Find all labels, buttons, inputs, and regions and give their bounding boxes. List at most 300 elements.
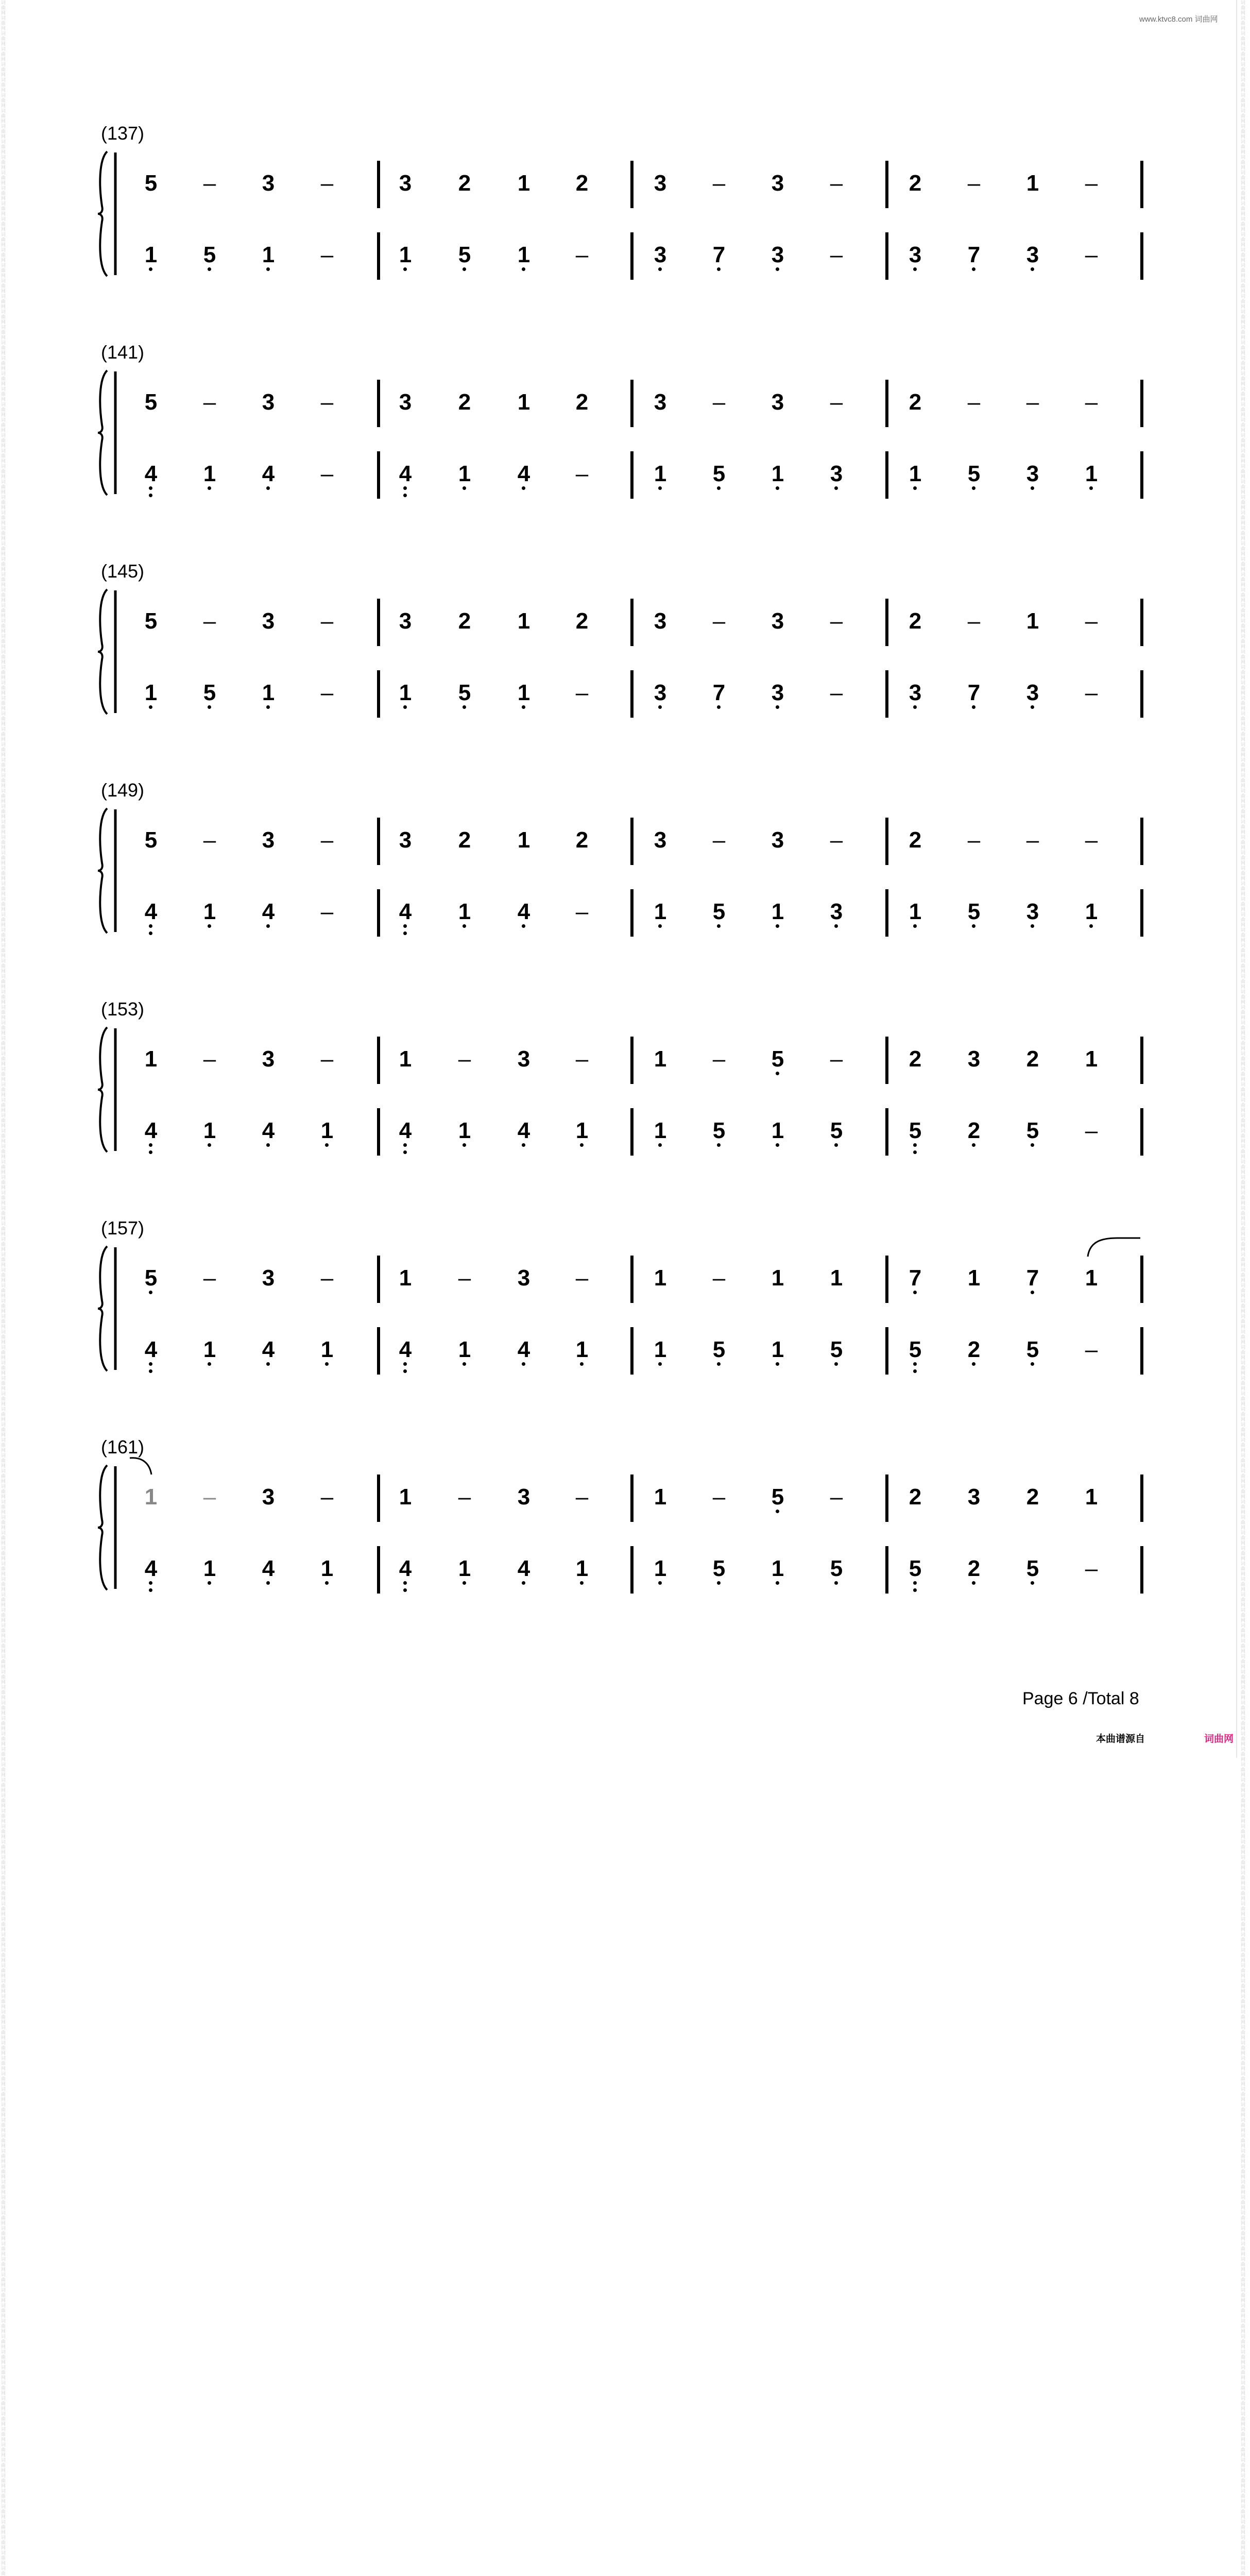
score-system	[0, 1436, 1250, 1655]
note-glyph: –	[1085, 242, 1098, 267]
lower-octave-dots	[208, 1143, 211, 1150]
note-7	[958, 244, 989, 266]
lower-octave-dots	[208, 1581, 211, 1588]
note-glyph: 1	[576, 1338, 588, 1361]
note-glyph: –	[830, 1484, 843, 1510]
note-1	[449, 1120, 480, 1142]
note-glyph: 1	[576, 1557, 588, 1580]
octave-dot	[325, 1581, 329, 1585]
octave-dot	[913, 1362, 917, 1366]
lower-octave-dots	[522, 1143, 525, 1150]
bar-line	[1140, 380, 1143, 427]
lower-octave-dots	[717, 705, 721, 713]
note-glyph: –	[458, 1046, 471, 1072]
lower-octave-dots	[463, 1581, 466, 1588]
octave-dot	[658, 267, 662, 271]
score-system	[0, 342, 1250, 560]
note-5	[449, 682, 480, 704]
octave-dot	[834, 1581, 838, 1585]
note-2	[958, 1557, 989, 1580]
lower-octave-dots	[913, 924, 917, 931]
lower-octave-dots	[149, 924, 152, 939]
note-1	[1017, 610, 1048, 633]
note-1	[1076, 1048, 1107, 1071]
note-glyph: 5	[144, 827, 158, 853]
note-glyph: –	[830, 1046, 843, 1072]
lower-octave-dots	[403, 486, 407, 501]
note-3	[390, 829, 421, 852]
note-glyph: 1	[399, 1265, 412, 1291]
lower-octave-dots	[149, 1291, 152, 1298]
lower-octave-dots	[776, 924, 779, 931]
note-glyph: 7	[968, 682, 980, 704]
sustain-dash	[312, 829, 343, 852]
note-glyph: 2	[968, 1338, 980, 1361]
octave-dot	[834, 1362, 838, 1366]
bar-line	[885, 670, 888, 718]
lower-octave-dots	[1031, 1362, 1034, 1369]
note-1	[1017, 172, 1048, 195]
note-glyph: 4	[399, 901, 412, 923]
sustain-dash	[312, 610, 343, 633]
note-2	[449, 829, 480, 852]
lower-octave-dots	[1031, 924, 1034, 931]
lower-octave-dots	[522, 486, 525, 494]
sustain-dash	[1076, 829, 1107, 852]
note-glyph: 5	[968, 901, 980, 923]
note-glyph: 1	[203, 1338, 216, 1361]
note-2	[900, 829, 931, 852]
bar-line	[377, 232, 380, 280]
note-glyph: 1	[203, 901, 216, 923]
note-4	[390, 1557, 421, 1580]
octave-dot	[776, 1143, 779, 1147]
octave-dot	[913, 1581, 917, 1585]
sustain-dash	[194, 610, 225, 633]
note-glyph: 1	[1026, 171, 1039, 196]
octave-dot	[403, 705, 407, 709]
note-glyph: 2	[575, 608, 589, 634]
note-glyph: –	[712, 389, 726, 415]
note-1	[762, 901, 793, 923]
lower-octave-dots	[972, 486, 975, 494]
sustain-dash	[1076, 1120, 1107, 1142]
note-1	[449, 463, 480, 485]
sustain-dash	[821, 391, 852, 414]
octave-dot	[913, 1291, 917, 1294]
note-glyph: 3	[517, 1046, 530, 1072]
sustain-dash	[312, 391, 343, 414]
note-3	[253, 391, 284, 414]
note-glyph: 1	[576, 1120, 588, 1142]
octave-dot	[658, 705, 662, 709]
note-glyph: 4	[145, 1338, 157, 1361]
bar-line	[885, 599, 888, 646]
lower-octave-dots	[1089, 486, 1093, 494]
octave-dot	[463, 924, 466, 928]
octave-dot	[972, 1581, 975, 1585]
note-glyph: 4	[518, 901, 530, 923]
note-glyph: 3	[517, 1484, 530, 1510]
note-glyph: –	[320, 461, 334, 486]
note-3	[645, 244, 676, 266]
octave-dot	[658, 924, 662, 928]
note-glyph: 3	[909, 244, 921, 266]
lower-octave-dots	[266, 486, 270, 494]
bar-line	[377, 1546, 380, 1594]
note-4	[253, 1557, 284, 1580]
note-5	[1017, 1120, 1048, 1142]
note-glyph: 5	[830, 1557, 843, 1580]
note-glyph: –	[1085, 1337, 1098, 1362]
source-label: 本曲谱源自	[1096, 1734, 1145, 1744]
note-glyph: 3	[399, 389, 412, 415]
note-glyph: –	[1026, 389, 1039, 415]
note-2	[958, 1338, 989, 1361]
note-1	[762, 463, 793, 485]
note-glyph: 4	[518, 1338, 530, 1361]
note-glyph: 1	[262, 244, 275, 266]
octave-dot	[149, 1588, 152, 1592]
note-glyph: 1	[458, 463, 471, 485]
note-glyph: 2	[458, 827, 471, 853]
octave-dot	[266, 486, 270, 490]
note-glyph: –	[967, 608, 981, 634]
note-glyph: 4	[145, 463, 157, 485]
sustain-dash	[821, 244, 852, 266]
note-glyph: –	[203, 608, 216, 634]
measure-number: (149)	[101, 779, 145, 801]
octave-dot	[149, 267, 152, 271]
lower-octave-dots	[522, 705, 525, 713]
octave-dot	[717, 924, 721, 928]
lower-octave-dots	[776, 705, 779, 713]
note-3	[508, 1486, 539, 1509]
octave-dot	[522, 1362, 525, 1366]
note-glyph: 1	[1085, 463, 1098, 485]
octave-dot	[208, 1362, 211, 1366]
octave-dot	[522, 1581, 525, 1585]
octave-dot	[776, 267, 779, 271]
sustain-dash	[567, 1267, 597, 1290]
note-glyph: –	[320, 899, 334, 924]
note-3	[821, 901, 852, 923]
octave-dot	[463, 1581, 466, 1585]
note-glyph: 2	[909, 1484, 922, 1510]
note-glyph: –	[967, 827, 981, 853]
note-glyph: 1	[145, 244, 157, 266]
lower-octave-dots	[1031, 1581, 1034, 1588]
sustain-dash	[194, 391, 225, 414]
note-1	[762, 1338, 793, 1361]
octave-dot	[403, 931, 407, 935]
note-3	[1017, 244, 1048, 266]
note-5	[1017, 1557, 1048, 1580]
lower-octave-dots	[1031, 705, 1034, 713]
octave-dot	[266, 267, 270, 271]
octave-dot	[972, 486, 975, 490]
tie-arc-end	[129, 1455, 160, 1481]
note-5	[900, 1338, 931, 1361]
note-1	[194, 1120, 225, 1142]
lower-octave-dots	[1031, 267, 1034, 275]
bar-line	[630, 1037, 633, 1084]
bar-line	[630, 1475, 633, 1522]
note-glyph: 1	[144, 1484, 158, 1510]
octave-dot	[1031, 1143, 1034, 1147]
octave-dot	[913, 1369, 917, 1373]
note-glyph: 1	[1085, 901, 1098, 923]
octave-dot	[834, 924, 838, 928]
note-glyph: 3	[1026, 901, 1039, 923]
lower-octave-dots	[776, 1362, 779, 1369]
note-5	[135, 1267, 166, 1290]
note-glyph: 1	[517, 827, 530, 853]
note-glyph: 3	[909, 682, 921, 704]
lower-octave-dots	[208, 705, 211, 713]
lower-octave-dots	[658, 1143, 662, 1150]
note-5	[821, 1557, 852, 1580]
note-glyph: 3	[262, 171, 275, 196]
note-3	[253, 1048, 284, 1071]
note-5	[762, 1048, 793, 1071]
note-glyph: 2	[909, 389, 922, 415]
measure-number: (145)	[101, 561, 145, 582]
lower-octave-dots	[325, 1581, 329, 1588]
note-4	[390, 463, 421, 485]
system-brace	[97, 806, 117, 935]
note-glyph: 1	[145, 682, 157, 704]
note-1	[135, 244, 166, 266]
note-glyph: 5	[713, 463, 725, 485]
note-glyph: 1	[458, 1338, 471, 1361]
bar-line	[1140, 1475, 1143, 1522]
score-system	[0, 1217, 1250, 1436]
note-4	[508, 1338, 539, 1361]
bar-line	[885, 1256, 888, 1303]
bar-line	[377, 1037, 380, 1084]
bar-line	[377, 1256, 380, 1303]
octave-dot	[522, 267, 525, 271]
note-glyph: –	[830, 608, 843, 634]
note-5	[135, 172, 166, 195]
note-3	[762, 172, 793, 195]
octave-dot	[658, 1581, 662, 1585]
octave-dot	[913, 267, 917, 271]
note-1	[508, 610, 539, 633]
note-glyph: –	[575, 899, 589, 924]
note-glyph: –	[320, 171, 334, 196]
note-glyph: 7	[713, 682, 725, 704]
sustain-dash	[449, 1267, 480, 1290]
note-1	[900, 901, 931, 923]
note-glyph: 1	[262, 682, 275, 704]
note-glyph: –	[712, 1484, 726, 1510]
sustain-dash	[958, 829, 989, 852]
note-glyph: 1	[1085, 1265, 1098, 1291]
note-5	[821, 1338, 852, 1361]
sustain-dash	[704, 829, 734, 852]
lower-octave-dots	[834, 486, 838, 494]
note-2	[567, 391, 597, 414]
sustain-dash	[1076, 610, 1107, 633]
octave-dot	[1031, 1581, 1034, 1585]
note-glyph: 5	[1026, 1557, 1039, 1580]
note-glyph: –	[203, 389, 216, 415]
note-glyph: 1	[830, 1265, 843, 1291]
note-5	[135, 829, 166, 852]
lower-octave-dots	[463, 1143, 466, 1150]
note-4	[253, 463, 284, 485]
note-glyph: –	[830, 389, 843, 415]
note-3	[645, 391, 676, 414]
note-glyph: –	[458, 1265, 471, 1291]
note-5	[704, 463, 734, 485]
note-1	[312, 1120, 343, 1142]
note-glyph: 5	[1026, 1120, 1039, 1142]
octave-dot	[834, 1143, 838, 1147]
lower-octave-dots	[717, 1581, 721, 1588]
lower-octave-dots	[1031, 1143, 1034, 1150]
note-3	[645, 829, 676, 852]
sustain-dash	[1076, 172, 1107, 195]
octave-dot	[1031, 705, 1034, 709]
note-3	[508, 1267, 539, 1290]
system-brace	[97, 1244, 117, 1373]
sustain-dash	[704, 1048, 734, 1071]
note-glyph: 3	[771, 827, 784, 853]
note-7	[1017, 1267, 1048, 1290]
sustain-dash	[567, 901, 597, 923]
note-1	[645, 1338, 676, 1361]
sustain-dash	[958, 172, 989, 195]
octave-dot	[149, 931, 152, 935]
note-glyph: 3	[772, 244, 784, 266]
note-3	[958, 1486, 989, 1509]
note-glyph: 5	[713, 1338, 725, 1361]
sustain-dash	[312, 1486, 343, 1509]
note-1	[253, 682, 284, 704]
note-glyph: –	[320, 608, 334, 634]
note-1	[390, 244, 421, 266]
lower-octave-dots	[913, 1143, 917, 1158]
note-glyph: 5	[458, 244, 471, 266]
octave-dot	[522, 705, 525, 709]
note-glyph: 4	[262, 1120, 275, 1142]
bar-line	[630, 670, 633, 718]
note-glyph: –	[320, 827, 334, 853]
note-1	[1076, 1486, 1107, 1509]
octave-dot	[403, 486, 407, 490]
note-glyph: 1	[458, 1120, 471, 1142]
lower-octave-dots	[266, 1143, 270, 1150]
lower-octave-dots	[913, 267, 917, 275]
bar-line	[630, 889, 633, 937]
note-2	[1017, 1048, 1048, 1071]
note-7	[704, 682, 734, 704]
bar-line	[630, 232, 633, 280]
note-glyph: –	[830, 827, 843, 853]
note-glyph: 1	[321, 1338, 333, 1361]
note-1	[194, 1338, 225, 1361]
bar-line	[1140, 161, 1143, 208]
lower-octave-dots	[913, 1581, 917, 1596]
sustain-dash	[704, 1267, 734, 1290]
octave-dot	[463, 1362, 466, 1366]
note-glyph: 3	[262, 1046, 275, 1072]
note-glyph: 4	[262, 1557, 275, 1580]
note-3	[508, 1048, 539, 1071]
note-glyph: 1	[321, 1557, 333, 1580]
note-1	[645, 901, 676, 923]
note-glyph: –	[1085, 608, 1098, 634]
note-glyph: 4	[518, 463, 530, 485]
note-glyph: –	[320, 1046, 334, 1072]
note-2	[900, 391, 931, 414]
note-glyph: 3	[830, 463, 843, 485]
note-glyph: 1	[654, 901, 666, 923]
lower-octave-dots	[580, 1581, 584, 1588]
system-brace	[97, 149, 117, 278]
note-glyph: –	[1085, 389, 1098, 415]
note-1	[135, 682, 166, 704]
octave-dot	[834, 486, 838, 490]
note-glyph: 3	[654, 682, 666, 704]
bar-line	[885, 232, 888, 280]
note-glyph: –	[320, 389, 334, 415]
note-1	[194, 901, 225, 923]
lower-octave-dots	[149, 267, 152, 275]
bar-line	[630, 1256, 633, 1303]
lower-octave-dots	[325, 1143, 329, 1150]
note-glyph: –	[712, 1046, 726, 1072]
note-glyph: 3	[399, 827, 412, 853]
score-system	[0, 998, 1250, 1217]
note-glyph: 5	[830, 1338, 843, 1361]
right-side-watermark: 词曲网词曲网词曲网词曲网词曲网词曲网词曲网词曲网词曲网词曲网词曲网词曲网词曲网词曲网词曲网词曲网词曲网词曲网词曲网词曲网词曲网词曲网词曲网词曲网词曲网词曲网词曲网词曲网词曲网词曲网词曲网词曲网词曲网词曲网词曲网词曲网词曲网词曲网词曲网词曲网词曲网词曲网词曲网词曲网词曲网词曲网词曲网词曲网词曲网词曲网词曲网词曲网词曲网词曲网词曲网词曲网词曲网词曲网词曲网词曲网词曲网词曲网词曲网词曲网词曲网词曲网词曲网词曲网词曲网词曲网词曲网词曲网词曲网词曲网词曲网词曲网词曲网词曲网词曲网词曲网词曲网词曲网词曲网词曲网词曲网词曲网词曲网词曲网词曲网词曲网词曲网词曲网词曲网词曲网词曲网词曲网词曲网词曲网词曲网词曲网词曲网词曲网词曲网词曲网词曲网词曲网词曲网词曲网词曲网词曲网词曲网词曲网词曲网词曲网词曲网词曲网词曲网词曲网词曲网词曲网词曲网词曲网词曲网词曲网词曲网词曲网词曲网词曲网词曲网词曲网词曲网词曲网词曲网词曲网词曲网词曲网词曲网词曲网词曲网词曲网词曲网词曲网词曲网词曲网词曲网词曲网词曲网词曲网词曲网词曲网词曲网词曲网词曲网词曲网词曲网词曲网词曲网词曲网词曲网词曲网词曲网词曲网词曲网词曲网词曲网词曲网词曲	[1241, 0, 1246, 2576]
note-1	[135, 1048, 166, 1071]
bar-line	[630, 818, 633, 865]
lower-octave-dots	[403, 1581, 407, 1596]
note-glyph: 5	[968, 463, 980, 485]
note-1	[135, 1486, 166, 1509]
octave-dot	[266, 1362, 270, 1366]
page-number: Page 6 /Total 8	[1022, 1689, 1139, 1708]
lower-octave-dots	[149, 486, 152, 501]
lower-octave-dots	[658, 1362, 662, 1369]
note-5	[449, 244, 480, 266]
note-3	[645, 172, 676, 195]
lower-octave-dots	[717, 267, 721, 275]
octave-dot	[972, 705, 975, 709]
lower-octave-dots	[1031, 486, 1034, 494]
octave-dot	[149, 1369, 152, 1373]
left-side-watermark: 词曲网词曲网词曲网词曲网词曲网词曲网词曲网词曲网词曲网词曲网词曲网词曲网词曲网词曲网词曲网词曲网词曲网词曲网词曲网词曲网词曲网词曲网词曲网词曲网词曲网词曲网词曲网词曲网词曲网词曲网词曲网词曲网词曲网词曲网词曲网词曲网词曲网词曲网词曲网词曲网词曲网词曲网词曲网词曲网词曲网词曲网词曲网词曲网词曲网词曲网词曲网词曲网词曲网词曲网词曲网词曲网词曲网词曲网词曲网词曲网词曲网词曲网词曲网词曲网词曲网词曲网词曲网词曲网词曲网词曲网词曲网词曲网词曲网词曲网词曲网词曲网词曲网词曲网词曲网词曲网词曲网词曲网词曲网词曲网词曲网词曲网词曲网词曲网词曲网词曲网词曲网词曲网词曲网词曲网词曲网词曲网词曲网词曲网词曲网词曲网词曲网词曲网词曲网词曲网词曲网词曲网词曲网词曲网词曲网词曲网词曲网词曲网词曲网词曲网词曲网词曲网词曲网词曲网词曲网词曲网词曲网词曲网词曲网词曲网词曲网词曲网词曲网词曲网词曲网词曲网词曲网词曲网词曲网词曲网词曲网词曲网词曲网词曲网词曲网词曲网词曲网词曲网词曲网词曲网词曲网词曲网词曲网词曲网词曲网词曲网词曲网词曲网词曲网词曲网词曲网词曲网词曲网词曲网词曲网词曲网词曲网词曲网词曲网词曲网词曲网词曲网词曲	[1, 0, 6, 2576]
note-5	[958, 463, 989, 485]
lower-octave-dots	[266, 924, 270, 931]
octave-dot	[913, 705, 917, 709]
bar-line	[885, 1475, 888, 1522]
note-7	[704, 244, 734, 266]
sustain-dash	[194, 1048, 225, 1071]
note-1	[645, 1486, 676, 1509]
lower-octave-dots	[522, 267, 525, 275]
bar-line	[1140, 1546, 1143, 1594]
lower-octave-dots	[972, 924, 975, 931]
note-5	[135, 391, 166, 414]
note-1	[645, 1120, 676, 1142]
note-glyph: 3	[399, 171, 412, 196]
